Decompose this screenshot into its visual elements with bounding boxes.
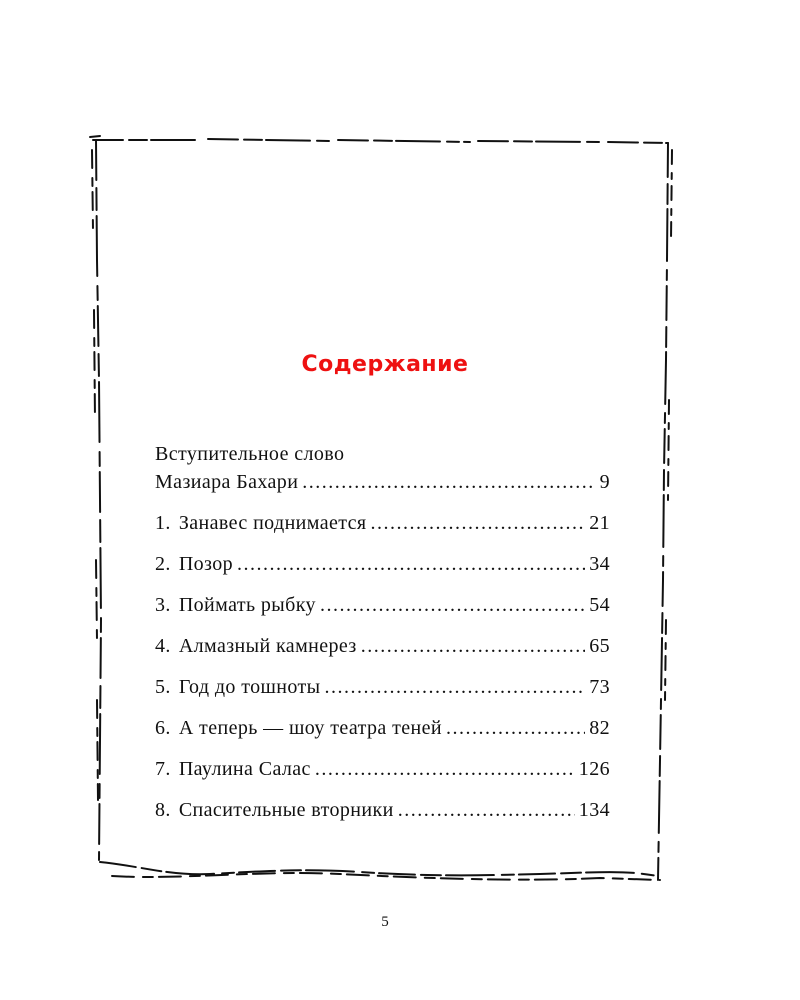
chapter-list — [155, 509, 610, 824]
toc-chapter-page: 134 — [578, 799, 610, 821]
toc-chapter-page: 73 — [589, 676, 610, 698]
toc-chapter-title: Год до тошноты — [178, 676, 321, 698]
leader-dots — [398, 796, 575, 824]
toc-chapter-page: 54 — [589, 594, 610, 616]
leader-dots — [315, 755, 575, 783]
toc-chapter-title: Алмазный камнерез — [178, 635, 357, 657]
toc-chapter-title: Позор — [178, 553, 234, 575]
toc-chapter-number: 4. — [155, 635, 171, 657]
toc-chapter-number: 5. — [155, 676, 171, 698]
leader-dots — [302, 468, 595, 496]
toc-chapter-page: 82 — [589, 717, 610, 739]
toc-chapter-title: Поймать рыбку — [178, 594, 316, 616]
toc-chapter-page: 126 — [578, 758, 610, 780]
toc-chapter-page: 34 — [589, 553, 610, 575]
toc-chapter-title: Спасительные вторники — [178, 799, 394, 821]
toc-intro-line2: Мазиара Бахари — [155, 471, 299, 493]
leader-dots — [325, 673, 586, 701]
toc-entry-chapter-7[interactable] — [155, 755, 610, 783]
toc-entry-chapter-1[interactable] — [155, 509, 610, 537]
leader-dots — [361, 632, 585, 660]
table-of-contents — [155, 440, 610, 824]
leader-dots — [320, 591, 585, 619]
toc-chapter-title: Паулина Салас — [178, 758, 311, 780]
page-number: 5 — [381, 914, 389, 930]
toc-chapter-title: Занавес поднимается — [178, 512, 367, 534]
leader-dots — [446, 714, 585, 742]
toc-chapter-number: 7. — [155, 758, 171, 780]
toc-entry-chapter-5[interactable] — [155, 673, 610, 701]
toc-chapter-page: 65 — [589, 635, 610, 657]
toc-chapter-number: 8. — [155, 799, 171, 821]
toc-chapter-number: 3. — [155, 594, 171, 616]
toc-heading: Содержание — [301, 352, 469, 377]
toc-entry-chapter-2[interactable] — [155, 550, 610, 578]
toc-entry-chapter-4[interactable] — [155, 632, 610, 660]
toc-chapter-number: 1. — [155, 512, 171, 534]
toc-chapter-page: 21 — [589, 512, 610, 534]
toc-entry-chapter-6[interactable] — [155, 714, 610, 742]
toc-chapter-title: А теперь — шоу театра теней — [178, 717, 442, 739]
toc-entry-chapter-3[interactable] — [155, 591, 610, 619]
toc-entry-chapter-8[interactable] — [155, 796, 610, 824]
toc-chapter-number: 2. — [155, 553, 171, 575]
leader-dots — [237, 550, 585, 578]
toc-chapter-number: 6. — [155, 717, 171, 739]
leader-dots — [371, 509, 586, 537]
toc-intro-line1: Вступительное слово — [155, 443, 345, 465]
toc-intro-page: 9 — [599, 471, 610, 493]
toc-entry-intro[interactable] — [155, 440, 610, 496]
